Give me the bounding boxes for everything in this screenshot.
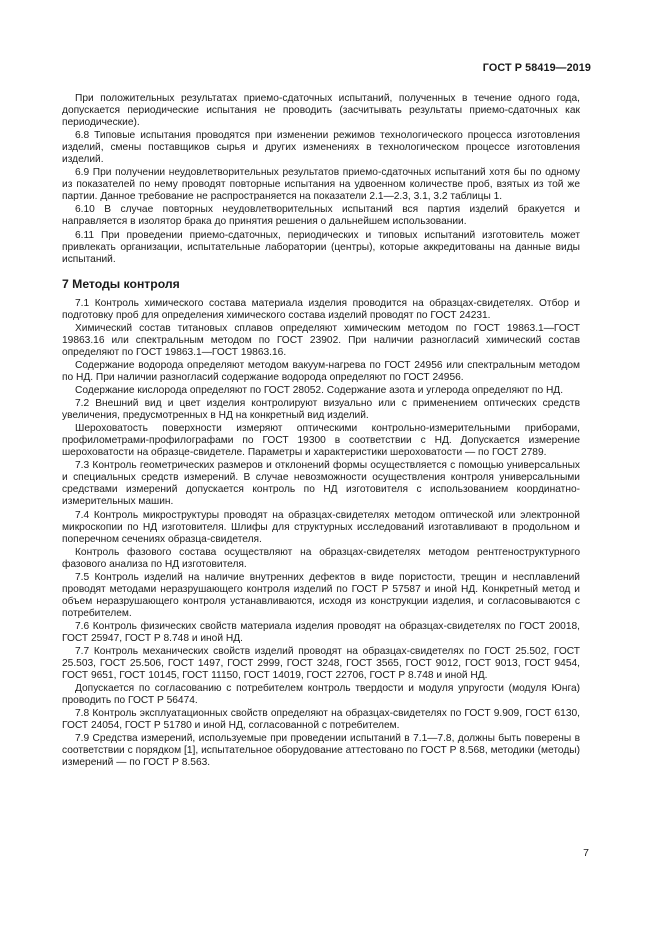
- document-header: ГОСТ Р 58419—2019: [482, 62, 591, 74]
- paragraph-6-11: 6.11 При проведении приемо-сдаточных, периодических и типовых испытаний изготовитель может привлекать организации, испытательные лаборатории (центры), которые аккредитованы на данные виды испытаний.: [62, 229, 580, 265]
- paragraph-7-1: 7.1 Контроль химического состава материала изделия проводится на образцах-свидетелях. Отбор и подготовку проб для определения химического состава изделий проводят по ГОСТ 24231.: [62, 297, 580, 321]
- paragraph-6-9: 6.9 При получении неудовлетворительных результатов приемо-сдаточных испытаний хотя бы по одному из показателей по нему проводят повторные испытания на удвоенном количестве проб, взятых из той же партии. Данное требование не распространяется на показатели 2.1—2.3, 3.1, 3.2 таблицы 1.: [62, 167, 580, 203]
- paragraph-7-2: 7.2 Внешний вид и цвет изделия контролируют визуально или с применением оптических средств увеличения, предусмотренных в НД на конкретный вид изделий.: [62, 398, 580, 422]
- section-heading: 7 Методы контроля: [62, 276, 180, 291]
- document-body: [62, 93, 580, 770]
- paragraph: При положительных результатах приемо-сдаточных испытаний, полученных в течение одного года, допускается периодические испытания не проводить (засчитывать результаты приемо-сдаточных как периодические).: [62, 93, 580, 129]
- paragraph-7-6: 7.6 Контроль физических свойств материала изделия проводят на образцах-свидетелях по ГОСТ 20018, ГОСТ 25947, ГОСТ Р 8.748 и иной НД.: [62, 620, 580, 644]
- paragraph-6-10: 6.10 В случае повторных неудовлетворительных испытаний вся партия изделий бракуется и направляется в изолятор брака до принятия решения о дальнейшем использовании.: [62, 204, 580, 228]
- paragraph-7-8: 7.8 Контроль эксплуатационных свойств определяют на образцах-свидетелях по ГОСТ 9.909, ГОСТ 6130, ГОСТ 24054, ГОСТ Р 51780 и иной НД, согласованной с потребителем.: [62, 708, 580, 732]
- paragraph: Химический состав титановых сплавов определяют химическим методом по ГОСТ 19863.1—ГОСТ 19863.16 или спектральным методом по ГОСТ 23902. При наличии разногласий химический состав определяют по ГОСТ 19863.1—ГОСТ 19863.16.: [62, 322, 580, 358]
- paragraph-7-3: 7.3 Контроль геометрических размеров и отклонений формы осуществляется с помощью универсальных и специальных средств измерений. В случае невозможности осуществления контроля универсальными средствами измерений допускается контроль по НД изготовителя с использованием координатно-измерительных машин.: [62, 460, 580, 508]
- paragraph: Шероховатость поверхности измеряют оптическими контрольно-измерительными приборами, профилометрами-профилографами по ГОСТ 19300 в соответствии с НД. Допускается измерение шероховатости на образце-свидетеле. Параметры и характеристики шероховатости — по ГОСТ 2789.: [62, 423, 580, 459]
- paragraph-7-7: 7.7 Контроль механических свойств изделий проводят на образцах-свидетелях по ГОСТ 25.502, ГОСТ 25.503, ГОСТ 25.506, ГОСТ 1497, ГОСТ 2999, ГОСТ 3248, ГОСТ 3565, ГОСТ 9012, ГОСТ 9013, ГОСТ 9454, ГОСТ 9651, ГОСТ 10145, ГОСТ 11150, ГОСТ 14019, ГОСТ 22706, ГОСТ Р 8.748 и иной НД.: [62, 646, 580, 682]
- page-number: 7: [583, 847, 589, 859]
- paragraph: Содержание водорода определяют методом вакуум-нагрева по ГОСТ 24956 или спектральным методом по НД. При наличии разногласий содержание водорода определяют по ГОСТ 24956.: [62, 359, 580, 383]
- paragraph-6-8: 6.8 Типовые испытания проводятся при изменении режимов технологического процесса изготовления изделий, смены поставщиков сырья и других изменениях в технологическом процессе изготовления изделий.: [62, 130, 580, 166]
- paragraph-7-5: 7.5 Контроль изделий на наличие внутренних дефектов в виде пористости, трещин и несплавлений проводят методами неразрушающего контроля изделий по ГОСТ Р 57587 и иной НД. Конкретный метод и объем неразрушающего контроля устанавливаются, исходя из конструкции изделия, и согласовываются с потребителем.: [62, 571, 580, 619]
- paragraph: Допускается по согласованию с потребителем контроль твердости и модуля упругости (модуля Юнга) проводить по ГОСТ Р 56474.: [62, 683, 580, 707]
- paragraph-7-4: 7.4 Контроль микроструктуры проводят на образцах-свидетелях методом оптической или электронной микроскопии по НД изготовителя. Шлифы для структурных исследований изготавливают в продольном и поперечном сечениях образца-свидетеля.: [62, 509, 580, 545]
- paragraph-7-9: 7.9 Средства измерений, используемые при проведении испытаний в 7.1—7.8, должны быть поверены в соответствии с порядком [1], испытательное оборудование аттестовано по ГОСТ Р 8.568, методики (методы) измерений — по ГОСТ Р 8.563.: [62, 733, 580, 769]
- paragraph: Контроль фазового состава осуществляют на образцах-свидетелях методом рентгеноструктурного фазового анализа по НД изготовителя.: [62, 546, 580, 570]
- paragraph: Содержание кислорода определяют по ГОСТ 28052. Содержание азота и углерода определяют по НД.: [75, 385, 564, 397]
